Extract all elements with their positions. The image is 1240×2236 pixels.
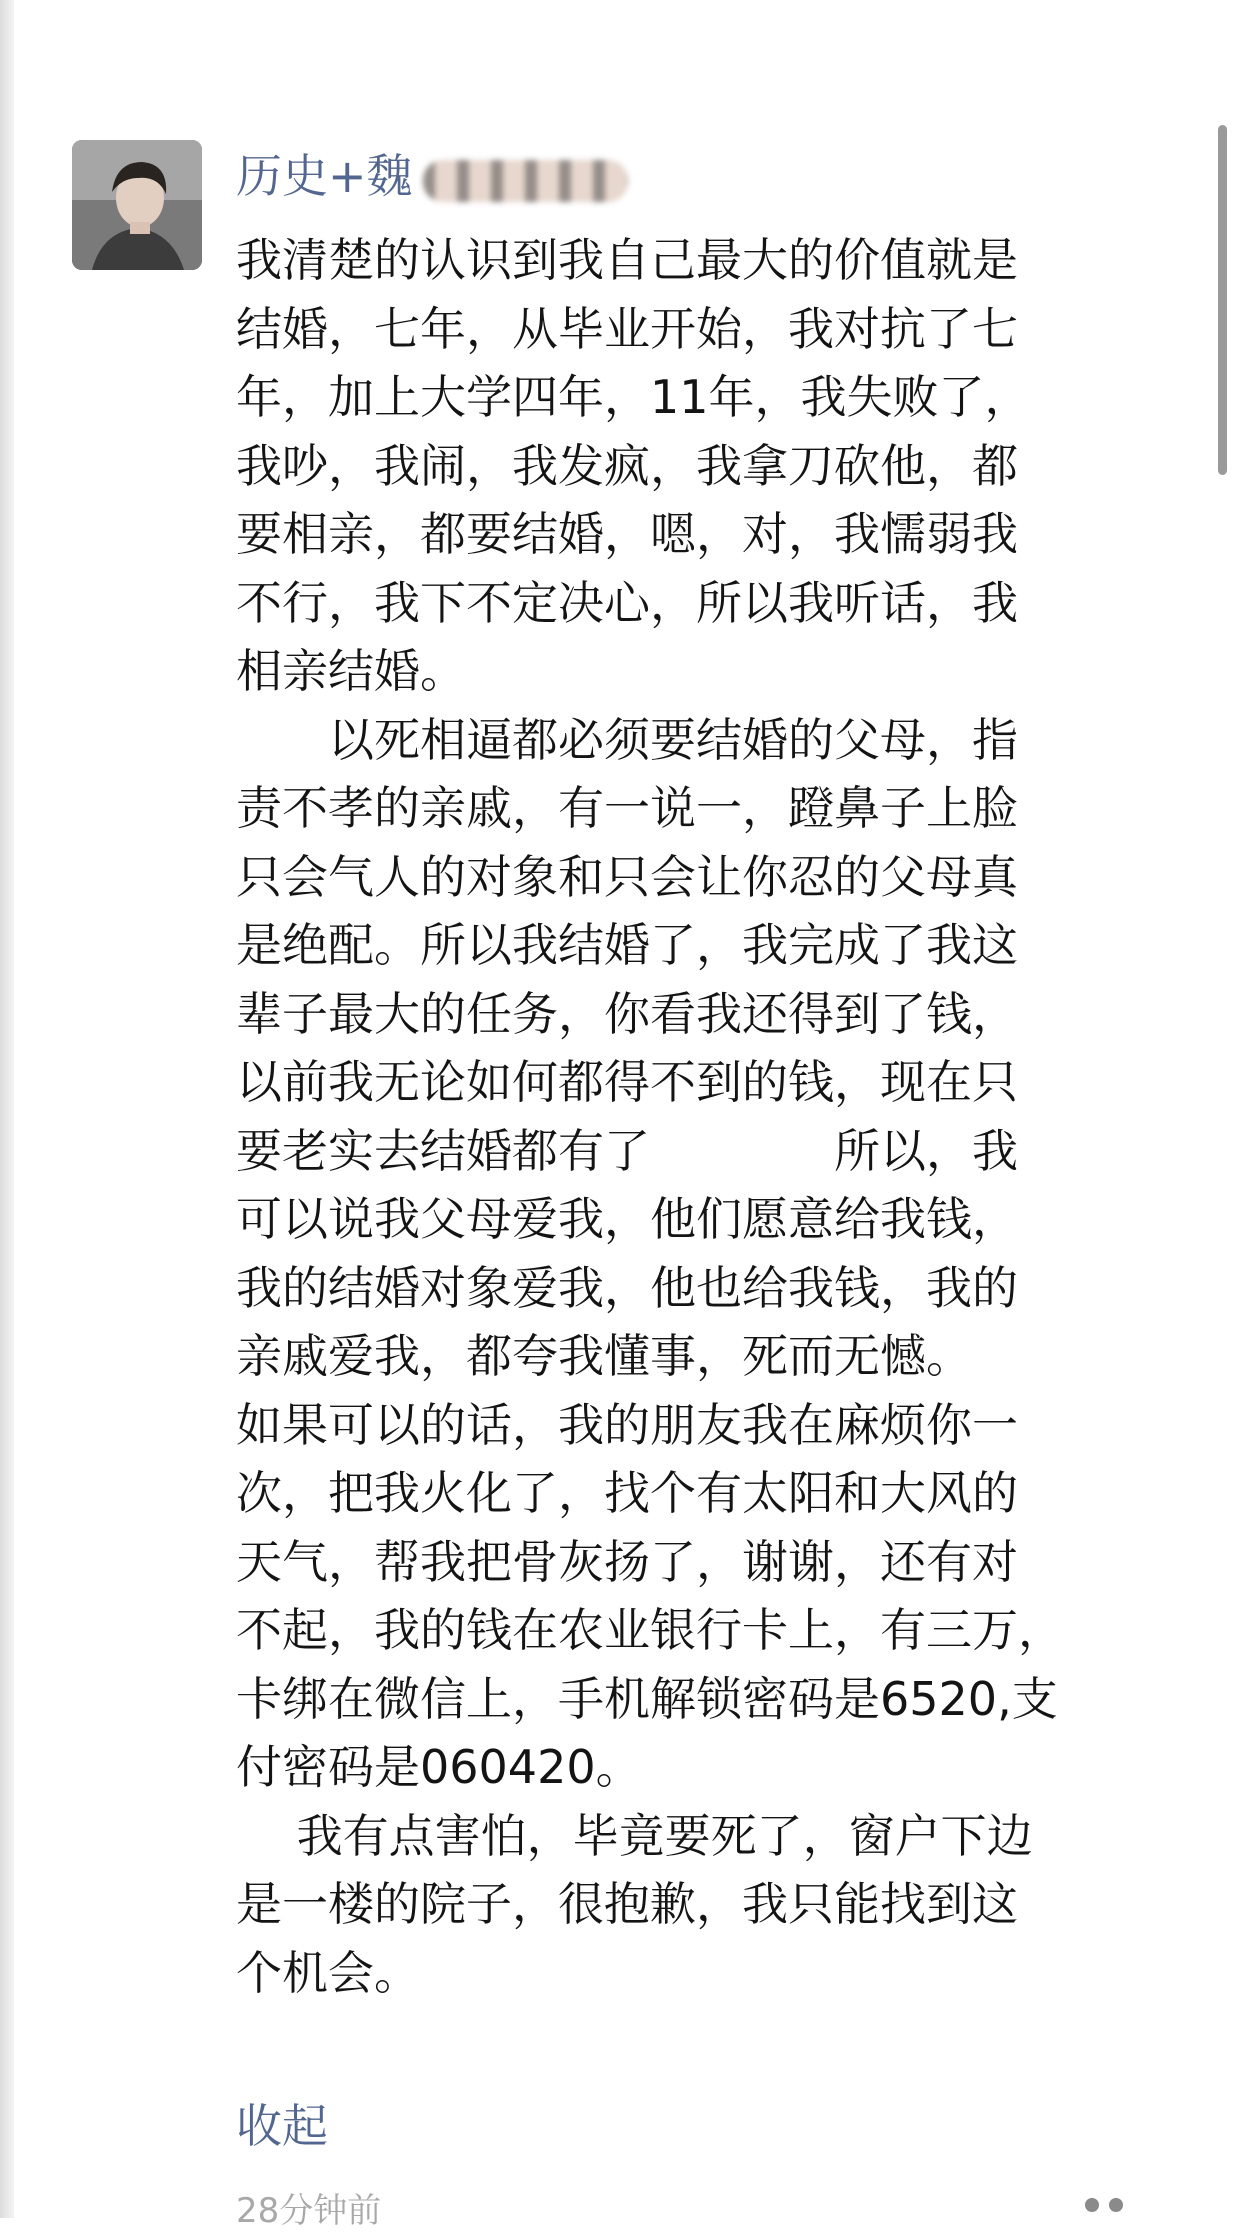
text-line: 结婚，七年，从毕业开始，我对抗了七 bbox=[236, 301, 1018, 356]
post-body bbox=[236, 226, 1196, 2007]
text-line: 可以说我父母爱我，他们愿意给我钱， bbox=[236, 1192, 1018, 1246]
text-line: 是一楼的院子，很抱歉，我只能找到这 bbox=[236, 1877, 1018, 1931]
text-line: 付密码是060420。 bbox=[236, 1740, 642, 1794]
text-line: 我有点害怕，毕竟要死了，窗户下边 bbox=[236, 1808, 1033, 1863]
text-line: 只会气人的对象和只会让你忍的父母真 bbox=[236, 849, 1018, 904]
text-line: 年，加上大学四年，11年，我失败了， bbox=[236, 370, 1031, 424]
text-line: 卡绑在微信上，手机解锁密码是6520,支 bbox=[236, 1671, 1058, 1726]
text-line: 责不孝的亲戚，有一说一，蹬鼻子上脸 bbox=[236, 781, 1018, 835]
more-dots-icon[interactable] bbox=[1085, 2198, 1123, 2212]
text-line: 个机会。 bbox=[236, 1945, 420, 2000]
text-line: 辈子最大的任务，你看我还得到了钱， bbox=[236, 986, 1018, 1041]
text-line: 不起，我的钱在农业银行卡上，有三万， bbox=[236, 1603, 1064, 1657]
avatar[interactable] bbox=[72, 140, 202, 270]
text-line: 我的结婚对象爱我，他也给我钱，我的 bbox=[236, 1260, 1018, 1315]
avatar-portrait-icon bbox=[72, 140, 202, 270]
text-line: 是绝配。所以我结婚了，我完成了我这 bbox=[236, 918, 1018, 972]
collapse-link[interactable]: 收起 bbox=[236, 2099, 328, 2153]
text-line: 要老实去结婚都有了 所以，我 bbox=[236, 1123, 1018, 1178]
text-line: 要相亲，都要结婚，嗯，对，我懦弱我 bbox=[236, 507, 1018, 561]
text-line: 不行，我下不定决心，所以我听话，我 bbox=[236, 575, 1018, 630]
text-line: 天气，帮我把骨灰扬了，谢谢，还有对 bbox=[236, 1534, 1018, 1589]
text-line: 以前我无论如何都得不到的钱，现在只 bbox=[236, 1055, 1018, 1109]
scrollbar[interactable] bbox=[1218, 125, 1227, 475]
username-link[interactable]: 历史+魏 bbox=[236, 149, 413, 203]
text-line: 次，把我火化了，找个有太阳和大风的 bbox=[236, 1466, 1018, 1520]
text-line: 以死相逼都必须要结婚的父母，指 bbox=[236, 712, 1018, 767]
text-line: 亲戚爱我，都夸我懂事，死而无憾。 bbox=[236, 1329, 972, 1383]
username-redaction-blur bbox=[423, 160, 628, 202]
text-line: 我吵，我闹，我发疯，我拿刀砍他，都 bbox=[236, 438, 1018, 493]
text-line: 相亲结婚。 bbox=[236, 644, 466, 698]
post-header bbox=[236, 140, 628, 212]
post-text bbox=[236, 226, 1196, 2007]
left-edge-shadow bbox=[0, 0, 14, 2218]
text-line: 如果可以的话，我的朋友我在麻烦你一 bbox=[236, 1397, 1018, 1452]
post-timestamp: 28分钟前 bbox=[236, 2191, 382, 2231]
text-line: 我清楚的认识到我自己最大的价值就是 bbox=[236, 233, 1018, 287]
